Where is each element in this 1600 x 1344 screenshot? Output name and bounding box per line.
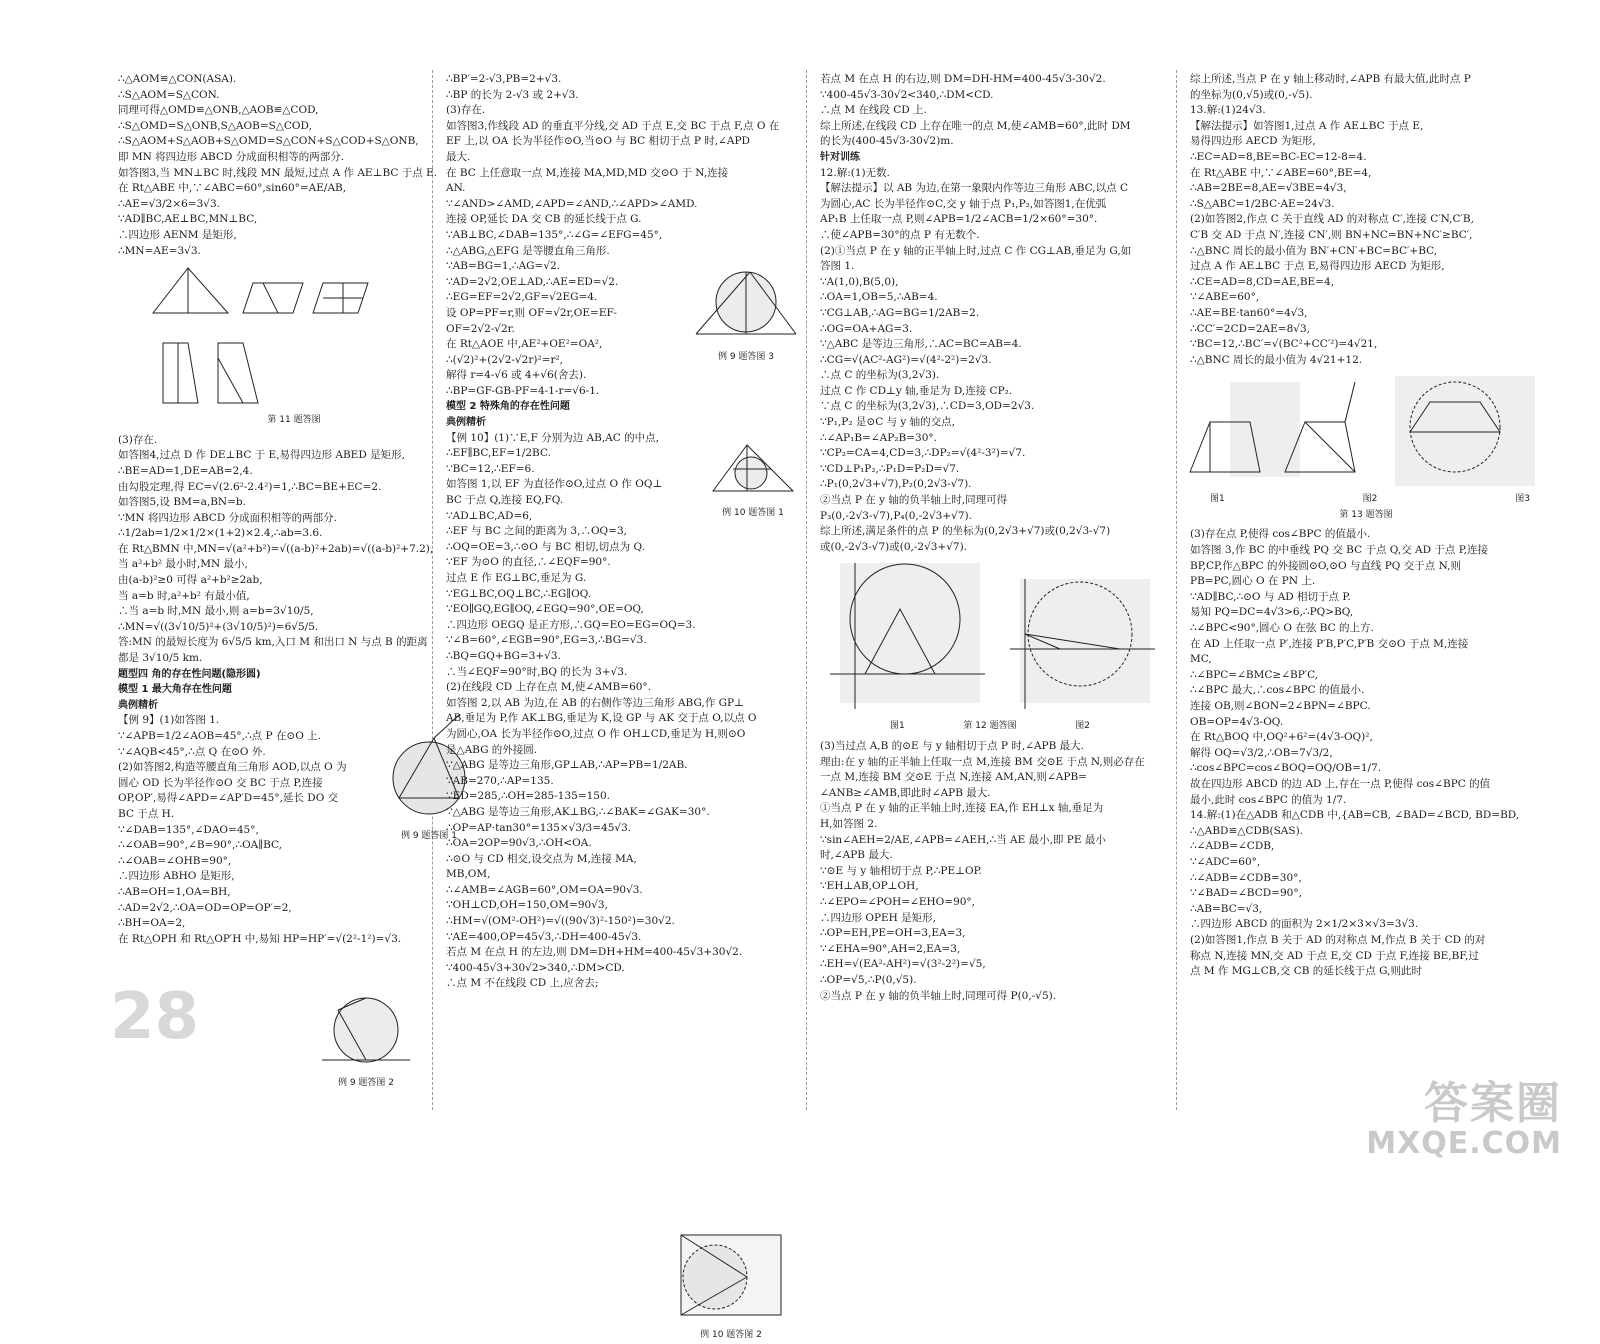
text-line: 最小,此时 cos∠BPC 的值为 1/7.	[1190, 793, 1347, 806]
text-line: AP₁B 上任取一点 P,则∠APB=1/2∠ACB=1/2×60°=30°.	[820, 213, 1098, 226]
text-line: ∴S△AOM+S△AOB+S△OMD=S△CON+S△COD+S△ONB,	[118, 135, 419, 148]
text-line: ∴∠ADB=∠CDB,	[1190, 840, 1275, 853]
text-line: ∴∠BPC<90°,圆心 O 在弦 BC 的上方.	[1190, 622, 1374, 635]
text-line: (2)在线段 CD 上存在点 M,使∠AMB=60°.	[446, 681, 652, 694]
figure-example-10-2: 例 10 题答图 2	[676, 1231, 786, 1344]
text-line: MB,OM,	[446, 868, 491, 881]
text-line: ∴BP 的长为 2-√3 或 2+√3.	[446, 88, 579, 101]
text-line: ∴EF 与 BC 之间的距离为 3,∴OQ=3,	[446, 525, 627, 538]
text-line: 过点 C 作 CD⊥y 轴,垂足为 D,连接 CP₂.	[820, 384, 1013, 397]
text-line: (3)存在.	[118, 433, 158, 446]
text-line: ∴S△OMD=S△ONB,S△AOB=S△COD,	[118, 119, 312, 132]
section-heading: 模型 1 最大角存在性问题	[118, 684, 232, 696]
text-line: 或(0,-2√3-√7)或(0,-2√3+√7).	[820, 540, 968, 553]
text-line: MC,	[1190, 653, 1212, 666]
text-line: 【解法提示】如答图1,过点 A 作 AE⊥BC 于点 E,	[1190, 119, 1424, 132]
text-line: 最大.	[446, 150, 471, 163]
text-line: ①当点 P 在 y 轴的正半轴上时,连接 EA,作 EH⊥x 轴,垂足为	[820, 802, 1104, 815]
text-line: ∴OG=OA+AG=3.	[820, 322, 913, 335]
geometry-figures-q11	[118, 263, 378, 413]
text-line: ∴∠BPC 最大,∴cos∠BPC 的值最小.	[1190, 684, 1365, 697]
text-line: 答图 1.	[820, 260, 855, 273]
watermark-logo: 答案圈	[1424, 1078, 1562, 1129]
text-line: 同理可得△OMD≌△ONB,△AOB≌△COD,	[118, 104, 319, 117]
text-line: 由(a-b)²≥0 可得 a²+b²≥2ab,	[118, 574, 263, 587]
text-line: ∴BE=AD=1,DE=AB=2,4.	[118, 464, 253, 477]
text-line: ∵CG⊥AB,∴AG=BG=1/2AB=2.	[820, 306, 980, 319]
text-line: ∵BC=12,∴EF=6.	[446, 462, 535, 475]
text-line: 【例 9】(1)如答图 1.	[118, 714, 220, 727]
text-line: ∴∠OAB=∠OHB=90°,	[118, 854, 232, 867]
text-line: ∴⊙O 与 CD 相交,设交点为 M,连接 MA,	[446, 852, 637, 865]
text-line: ∴△AOM≌△CON(ASA).	[118, 73, 237, 85]
text-line: ∠ANB≥∠AMB,即此时∠APB 最大.	[820, 786, 991, 799]
text-line: OF=2√2-√2r.	[446, 322, 515, 335]
text-line: ∵AD∥BC,AE⊥BC,MN⊥BC,	[118, 213, 258, 226]
figure-11	[118, 263, 470, 429]
text-line: ∵400-45√3-30√2<340,∴DM<CD.	[820, 88, 994, 101]
text-line: ∴CE=AD=8,CD=AE,BE=4,	[1190, 275, 1335, 288]
text-line: ∵400-45√3+30√2>340,∴DM>CD.	[446, 961, 625, 974]
text-line: AB,垂足为 P,作 AK⊥BG,垂足为 K,设 GP 与 AK 交于点 O,以点 O	[446, 712, 757, 725]
text-line: ②当点 P 在 y 轴的负半轴上时,同理可得 P(0,-√5).	[820, 989, 1057, 1002]
text-line: 综上所述,当点 P 在 y 轴上移动时,∠APB 有最大值,此时点 P	[1190, 73, 1471, 85]
text-line: ∴S△ABC=1/2BC·AE=24√3.	[1190, 197, 1335, 210]
text-line: ∴(√2)²+(2√2-√2r)²=r²,	[446, 353, 564, 366]
text-line: 若点 M 在点 H 的左边,则 DM=DH+HM=400-45√3+30√2.	[446, 946, 743, 959]
text-line: 连接 OP,延长 DA 交 CB 的延长线于点 G.	[446, 213, 642, 226]
text-line: 理由:在 y 轴的正半轴上任取一点 M,连接 BM 交⊙E 于点 N,则必存在	[820, 755, 1145, 768]
text-line: ∴OP=√5,∴P(0,√5).	[820, 973, 917, 986]
text-line: OB=OP=4√3-OQ.	[1190, 715, 1284, 728]
text-line: ∴AB=BC=√3,	[1190, 902, 1263, 915]
text-line: ∵P₁,P₂ 是⊙C 与 y 轴的交点,	[820, 416, 956, 429]
text-line: ∵AB⊥BC,∠DAB=135°,∴∠G=∠EFG=45°,	[446, 228, 663, 241]
page-number: 28	[110, 980, 200, 1054]
text-line: 在 Rt△BMN 中,MN=√(a²+b²)=√((a-b)²+2ab)=√((a-b)²+7.2),	[118, 542, 434, 555]
column-3	[820, 72, 1172, 1112]
figure-example-9-1: 例 9 题答图 1	[388, 713, 470, 844]
solution-text	[118, 72, 470, 259]
text-line: ∵EF 为⊙O 的直径,∴∠EQF=90°.	[446, 556, 611, 569]
solution-text	[1190, 527, 1542, 979]
text-line: ∴△ABG,△EFG 是等腰直角三角形.	[446, 244, 610, 257]
text-line: ∵sin∠AEH=2/AE,∠APB=∠AEH,∴当 AE 最小,即 PE 最小	[820, 833, 1106, 846]
text-line: ∵AD⊥BC,AD=6,	[446, 509, 533, 522]
text-line: ∵OH⊥CD,OH=150,OM=90√3,	[446, 899, 608, 912]
example-9-continued	[446, 72, 798, 399]
solution-text	[820, 739, 1172, 1004]
solution-text	[118, 433, 470, 667]
text-line: 故在四边形 ABCD 的边 AD 上,存在一点 P,使得 cos∠BPC 的值	[1190, 777, 1491, 790]
text-line: ∴∠BPC=∠BMC≥∠BP′C,	[1190, 668, 1319, 681]
text-line: PB=PC,圆心 O 在 PN 上.	[1190, 575, 1316, 588]
text-line: 在 Rt△AOE 中,AE²+OE²=OA²,	[446, 338, 603, 351]
column-divider	[806, 70, 807, 1110]
text-line: (2)如答图2,构造等腰直角三角形 AOD,以点 O 为	[118, 761, 347, 774]
text-line: P₃(0,-2√3-√7),P₄(0,-2√3+√7).	[820, 509, 972, 522]
section-heading: 典例精析	[118, 699, 158, 711]
text-line: (3)当过点 A,B 的⊙E 与 y 轴相切于点 P 时,∠APB 最大.	[820, 740, 1085, 752]
section-heading: 模型 2 特殊角的存在性问题	[446, 401, 570, 413]
text-line: ∵A(1,0),B(5,0),	[820, 275, 899, 288]
text-line: ∴四边形 AENM 是矩形,	[118, 228, 237, 241]
text-line: ∴BP=GF-GB-PF=4-1-r=√6-1.	[446, 384, 600, 397]
text-line: ∴BH=OA=2,	[118, 917, 186, 930]
text-line: ∴OQ=OE=3,∴⊙O 与 BC 相切,切点为 Q.	[446, 540, 645, 553]
text-line: 综上所述,在线段 CD 上存在唯一的点 M,使∠AMB=60°,此时 DM	[820, 119, 1131, 132]
text-line: ∴EC=AD=8,BE=BC-EC=12-8=4.	[1190, 150, 1367, 163]
text-line: ∴P₁(0,2√3+√7),P₂(0,2√3-√7).	[820, 478, 972, 491]
text-line: 连接 OB,则∠BON=2∠BPN=∠BPC.	[1190, 700, 1371, 712]
text-line: ∵BC=12,∴BC′=√(BC²+CC′²)=4√21,	[1190, 338, 1378, 351]
text-line: ∵∠ABE=60°,	[1190, 291, 1260, 304]
text-line: 为圆心,OA 长为半径作⊙O,过点 O 作 OH⊥CD,垂足为 H,则⊙O	[446, 727, 746, 740]
text-line: ∴1/2ab=1/2×1/2×(1+2)×2.4,∴ab=3.6.	[118, 527, 323, 540]
figure-13: 图1 图2 图3 第 13 题答图	[1190, 372, 1542, 523]
text-line: 如答图5,设 BM=a,BN=b.	[118, 496, 246, 509]
text-line: ∵MN 将四边形 ABCD 分成面积相等的两部分.	[118, 511, 337, 524]
text-line: ∵AB=270,∴AP=135.	[446, 774, 554, 787]
text-line: ∵△ABG 是等边三角形,AK⊥BG,∴∠BAK=∠GAK=30°.	[446, 805, 710, 818]
text-line: ∴HM=√(OM²-OH²)=√((90√3)²-150²)=30√2.	[446, 915, 675, 928]
text-line: ∴∠AMB=∠AGB=60°,OM=OA=90√3.	[446, 883, 643, 896]
text-line: ∴△ABD≌△CDB(SAS).	[1190, 824, 1304, 837]
text-line: 过点 A 作 AE⊥BC 于点 E,易得四边形 AECD 为矩形,	[1190, 260, 1445, 273]
text-line: ∵EH⊥AB,OP⊥OH,	[820, 880, 919, 893]
column-1	[118, 72, 470, 1112]
text-line: 的坐标为(0,√5)或(0,-√5).	[1190, 88, 1313, 101]
text-line: ∴MN=√((3√10/5)²+(3√10/5)²)=6√5/5.	[118, 620, 319, 633]
text-line: 如答图4,过点 D 作 DE⊥BC 于 E,易得四边形 ABED 是矩形,	[118, 449, 405, 462]
text-line: 【解法提示】以 AB 为边,在第一象限内作等边三角形 ABC,以点 C	[820, 182, 1129, 195]
text-line: 一点 M,连接 BM 交⊙E 于点 N,连接 AM,AN,则∠APB=	[820, 771, 1087, 784]
text-line: ∵AD=2√2,OE⊥AD,∴AE=ED=√2.	[446, 275, 619, 288]
text-line: 如答图 3,作 BC 的中垂线 PQ 交 BC 于点 Q,交 AD 于点 P,连接	[1190, 544, 1488, 557]
text-line: ∴OP=AP·tan30°=135×√3/3=45√3.	[446, 821, 632, 834]
text-line: ∴当 a=b 时,MN 最小,则 a=b=3√10/5,	[118, 605, 314, 618]
text-line: ∴EG=EF=2√2,GF=√2EG=4.	[446, 291, 598, 304]
text-line: ∴BQ=GQ+BG=3+√3.	[446, 649, 561, 662]
text-line: ∵△ABC 是等边三角形,∴AC=BC=AB=4.	[820, 338, 1022, 351]
text-line: ∵EO∥GQ,EG∥OQ,∠EGQ=90°,OE=OQ,	[446, 603, 644, 616]
text-line: 如答图3,当 MN⊥BC 时,线段 MN 最短,过点 A 作 AE⊥BC 于点 E.	[118, 166, 438, 179]
text-line: 解得 OQ=√3/2,∴OB=7√3/2,	[1190, 746, 1333, 759]
figure-12: 图1 第 12 题答图 图2	[820, 559, 1172, 735]
text-line: ∵AD∥BC,∴⊙O 与 AD 相切于点 P.	[1190, 590, 1351, 603]
figure-example-9-3: 例 9 题答图 3	[694, 268, 798, 365]
text-line: ∵点 C 的坐标为(3,2√3),∴CD=3,OD=2√3.	[820, 400, 1035, 413]
text-line: (2)如答图1,作点 B 关于 AD 的对称点 M,作点 B 关于 CD 的对	[1190, 933, 1486, 946]
text-line: 如答图3,作线段 AD 的垂直平分线,交 AD 于点 E,交 BC 于点 F,点 O 在	[446, 119, 780, 132]
text-line: ∴四边形 OPEH 是矩形,	[820, 911, 937, 924]
text-line: ∴AE=BE·tan60°=4√3,	[1190, 306, 1308, 319]
text-line: 在 Rt△ABE 中,∵∠ABC=60°,sin60°=AE/AB,	[118, 182, 347, 195]
text-line: ∵AB=BG=1,∴AG=√2.	[446, 260, 561, 273]
text-line: 易得四边形 AECD 为矩形,	[1190, 135, 1316, 148]
example-9	[118, 713, 470, 947]
text-line: ∴OA=2OP=90√3,∴OH<OA.	[446, 837, 592, 850]
text-line: 综上所述,满足条件的点 P 的坐标为(0,2√3+√7)或(0,2√3-√7)	[820, 525, 1111, 538]
text-line: 13.解:(1)24√3.	[1190, 104, 1266, 117]
text-line: ∴∠AP₁B=∠AP₂B=30°.	[820, 431, 937, 444]
text-line: ∴OA=1,OB=5,∴AB=4.	[820, 291, 938, 304]
text-line: ∴AB=2BE=8,AE=√3BE=4√3,	[1190, 182, 1347, 195]
text-line: H,如答图 2.	[820, 817, 878, 830]
text-line: 易知 PQ=DC=4√3>6,∴PQ>BQ,	[1190, 606, 1354, 619]
text-line: ∵∠BAD=∠BCD=90°,	[1190, 887, 1302, 900]
example-10	[446, 431, 798, 1341]
text-line: 当 a=b 时,a²+b² 有最小值,	[118, 589, 250, 602]
text-line: ∴CC′=2CD=2AE=8√3,	[1190, 322, 1310, 335]
text-line: ∴当∠EQF=90°时,BQ 的长为 3+√3.	[446, 665, 628, 678]
text-line: ∵ED=285,∴OH=285-135=150.	[446, 790, 610, 803]
text-line: 是△ABG 的外接圆.	[446, 743, 538, 756]
text-line: ∴OP=EH,PE=OH=3,EA=3,	[820, 927, 966, 940]
text-line: (3)存在.	[446, 104, 486, 117]
text-line: 时,∠APB 最大.	[820, 849, 893, 862]
text-line: 答:MN 的最短长度为 6√5/5 km,入口 M 和出口 N 与点 B 的距离	[118, 636, 428, 649]
text-line: ∴MN=AE=3√3.	[118, 244, 201, 257]
text-line: ∴四边形 OEGQ 是正方形,∴GQ=EO=EG=OQ=3.	[446, 618, 696, 631]
text-line: ∵∠B=60°,∠EGB=90°,EG=3,∴BG=√3.	[446, 634, 647, 647]
text-line: OP,OP′,易得∠APD=∠AP′D=45°,延长 DO 交	[118, 792, 339, 805]
text-line: ∴点 M 在线段 CD 上.	[820, 104, 927, 117]
text-line: ∵AE=400,OP=45√3,∴DH=400-45√3.	[446, 930, 642, 943]
text-line: ∴四边形 ABHO 是矩形,	[118, 870, 235, 883]
text-line: ∴EF∥BC,EF=1/2BC.	[446, 447, 551, 460]
solution-text	[820, 166, 1172, 556]
solution-text	[820, 72, 1172, 150]
text-line: ∴BP′=2-√3,PB=2+√3.	[446, 73, 562, 85]
text-line: C′B 交 AD 于点 N′,连接 CN′,则 BN+NC=BN+NC′≥BC′,	[1190, 228, 1473, 241]
text-line: 即 MN 将四边形 ABCD 分成面积相等的两部分.	[118, 150, 345, 163]
text-line: 14.解:(1)在△ADB 和△CDB 中,{AB=CB, ∠BAD=∠BCD, BD=BD,	[1190, 809, 1520, 822]
text-line: 【例 10】(1)∵E,F 分别为边 AB,AC 的中点,	[446, 431, 659, 444]
section-heading: 典例精析	[446, 417, 486, 429]
figure-caption: 第 11 题答图	[267, 415, 321, 426]
text-line: ∵∠EHA=90°,AH=2,EA=3,	[820, 942, 961, 955]
section-heading: 题型四 角的存在性问题(隐形圆)	[118, 668, 261, 680]
text-line: 在 BC 上任意取一点 M,连接 MA,MD,MD 交⊙O 于 N,连接	[446, 166, 729, 179]
text-line: ∵∠DAB=135°,∠DAO=45°,	[118, 823, 259, 836]
text-line: (2)如答图2,作点 C 关于直线 AD 的对称点 C′,连接 C′N,C′B,	[1190, 213, 1474, 226]
text-line: ∴点 C 的坐标为(3,2√3).	[820, 369, 940, 382]
text-line: 称点 N,连接 MN,交 AD 于点 E,交 CD 于点 F,连接 BE,BF,过	[1190, 949, 1479, 962]
column-divider	[1176, 70, 1177, 1110]
text-line: ∵EG⊥BC,OQ⊥BC,∴EG∥OQ.	[446, 587, 592, 600]
watermark-url: MXQE.COM	[1366, 1126, 1562, 1161]
text-line: 若点 M 在点 H 的右边,则 DM=DH-HM=400-45√3-30√2.	[820, 73, 1106, 85]
figure-example-10-1: 例 10 题答图 1	[708, 441, 798, 522]
text-line: 在 Rt△BOQ 中,OQ²+6²=(4√3-OQ)²,	[1190, 731, 1373, 744]
text-line: ∴S△AOM=S△CON.	[118, 88, 220, 101]
text-line: ∵CD⊥P₁P₂,∴P₁D=P₂D=√7.	[820, 462, 960, 475]
text-line: ∴CG=√(AC²-AG²)=√(4²-2²)=2√3.	[820, 353, 992, 366]
text-line: 在 AD 上任取一点 P′,连接 P′B,P′C,P′B 交⊙O 于点 M,连接	[1190, 637, 1469, 650]
text-line: 圆心 OD 长为半径作⊙O 交 BC 于点 P,连接	[118, 776, 323, 789]
text-line: ∴AD=2√2,∴OA=OD=OP=OP′=2,	[118, 901, 292, 914]
text-line: ∴EH=√(EA²-AH²)=√(3²-2²)=√5,	[820, 958, 986, 971]
text-line: 的长为(400-45√3-30√2)m.	[820, 135, 954, 148]
figure-example-9-2: 例 9 题答图 2	[316, 990, 416, 1091]
text-line: ∵∠ADC=60°,	[1190, 855, 1261, 868]
text-line: ∵⊙E 与 y 轴相切于点 P,∴PE⊥OP.	[820, 864, 982, 877]
text-line: ∴AB=OH=1,OA=BH,	[118, 885, 231, 898]
text-line: 如答图 1,以 EF 为直径作⊙O,过点 O 作 OQ⊥	[446, 478, 663, 491]
text-line: 12.解:(1)无数.	[820, 166, 890, 179]
column-2	[446, 72, 798, 1341]
text-line: EF 上,以 OA 长为半径作⊙O,当⊙O 与 BC 相切于点 P 时,∠APD	[446, 135, 750, 148]
text-line: 在 Rt△ABE 中,∵∠ABE=60°,BE=4,	[1190, 166, 1372, 179]
text-line: ∵∠AQB<45°,∴点 Q 在⊙O 外.	[118, 745, 266, 758]
text-line: AN.	[446, 182, 466, 195]
text-line: BC 于点 H.	[118, 807, 175, 820]
text-line: 设 OP=PF=r,则 OF=√2r,OE=EF-	[446, 306, 617, 319]
text-line: 为圆心,AC 长为半径作⊙C,交 y 轴于点 P₁,P₂,如答图1,在优弧	[820, 197, 1107, 210]
text-line: 当 a²+b² 最小时,MN 最小,	[118, 558, 248, 571]
text-line: (3)存在点 P,使得 cos∠BPC 的值最小.	[1190, 528, 1371, 541]
text-line: ∴点 M 不在线段 CD 上,应舍去;	[446, 977, 599, 990]
text-line: ∵CP₂=CA=4,CD=3,∴DP₂=√(4²-3²)=√7.	[820, 447, 1026, 460]
text-line: BC 于点 Q,连接 EQ,FQ.	[446, 494, 564, 507]
text-line: 在 Rt△OPH 和 Rt△OP′H 中,易知 HP=HP′=√(2²-1²)=√3.	[118, 932, 402, 945]
text-line: 解得 r=4-√6 或 4+√6(舍去).	[446, 369, 587, 382]
text-line: ∴使∠APB=30°的点 P 有无数个.	[820, 228, 980, 241]
text-line: BP,CP,作△BPC 的外接圆⊙O,⊙O 与直线 PQ 交于点 N,则	[1190, 559, 1461, 572]
text-line: 如答图 2,以 AB 为边,在 AB 的右侧作等边三角形 ABG,作 GP⊥	[446, 696, 744, 709]
text-line: ∴四边形 ABCD 的面积为 2×1/2×3×√3=3√3.	[1190, 918, 1419, 931]
text-line: ∴cos∠BPC=cos∠BOQ=OQ/OB=1/7.	[1190, 762, 1382, 775]
text-line: ∴∠OAB=90°,∠B=90°,∴OA∥BC,	[118, 839, 283, 852]
text-line: ∴△BNC 周长的最小值为 BN′+CN′+BC=BC′+BC,	[1190, 244, 1438, 257]
text-line: 都是 3√10/5 km.	[118, 652, 203, 665]
text-line: 由勾股定理,得 EC=√(2.6²-2.4²)=1,∴BC=BE+EC=2.	[118, 480, 382, 493]
solution-text	[1190, 72, 1542, 368]
text-line: ∴△BNC 周长的最小值为 4√21+12.	[1190, 353, 1363, 366]
text-line: ∴AE=√3/2×6=3√3.	[118, 197, 220, 210]
column-4	[1190, 72, 1542, 1112]
text-line: 过点 E 作 EG⊥BC,垂足为 G.	[446, 572, 587, 584]
text-line: (2)①当点 P 在 y 轴的正半轴上时,过点 C 作 CG⊥AB,垂足为 G,如	[820, 244, 1132, 257]
text-line: ②当点 P 在 y 轴的负半轴上时,同理可得	[820, 494, 1008, 507]
text-line: ∴∠EPO=∠POH=∠EHO=90°,	[820, 895, 976, 908]
text-line: ∴∠ADB=∠CDB=30°,	[1190, 871, 1302, 884]
watermark	[1366, 1080, 1562, 1160]
section-heading: 针对训练	[820, 151, 860, 163]
text-line: ∵∠AND>∠AMD,∠APD=∠AND,∴∠APD>∠AMD.	[446, 197, 698, 210]
text-line: ∵△ABG 是等边三角形,GP⊥AB,∴AP=PB=1/2AB.	[446, 759, 688, 772]
text-line: 点 M 作 MG⊥CB,交 CB 的延长线于点 G,则此时	[1190, 965, 1422, 978]
text-line: ∵∠APB=1/2∠AOB=45°,∴点 P 在⊙O 上.	[118, 730, 321, 742]
